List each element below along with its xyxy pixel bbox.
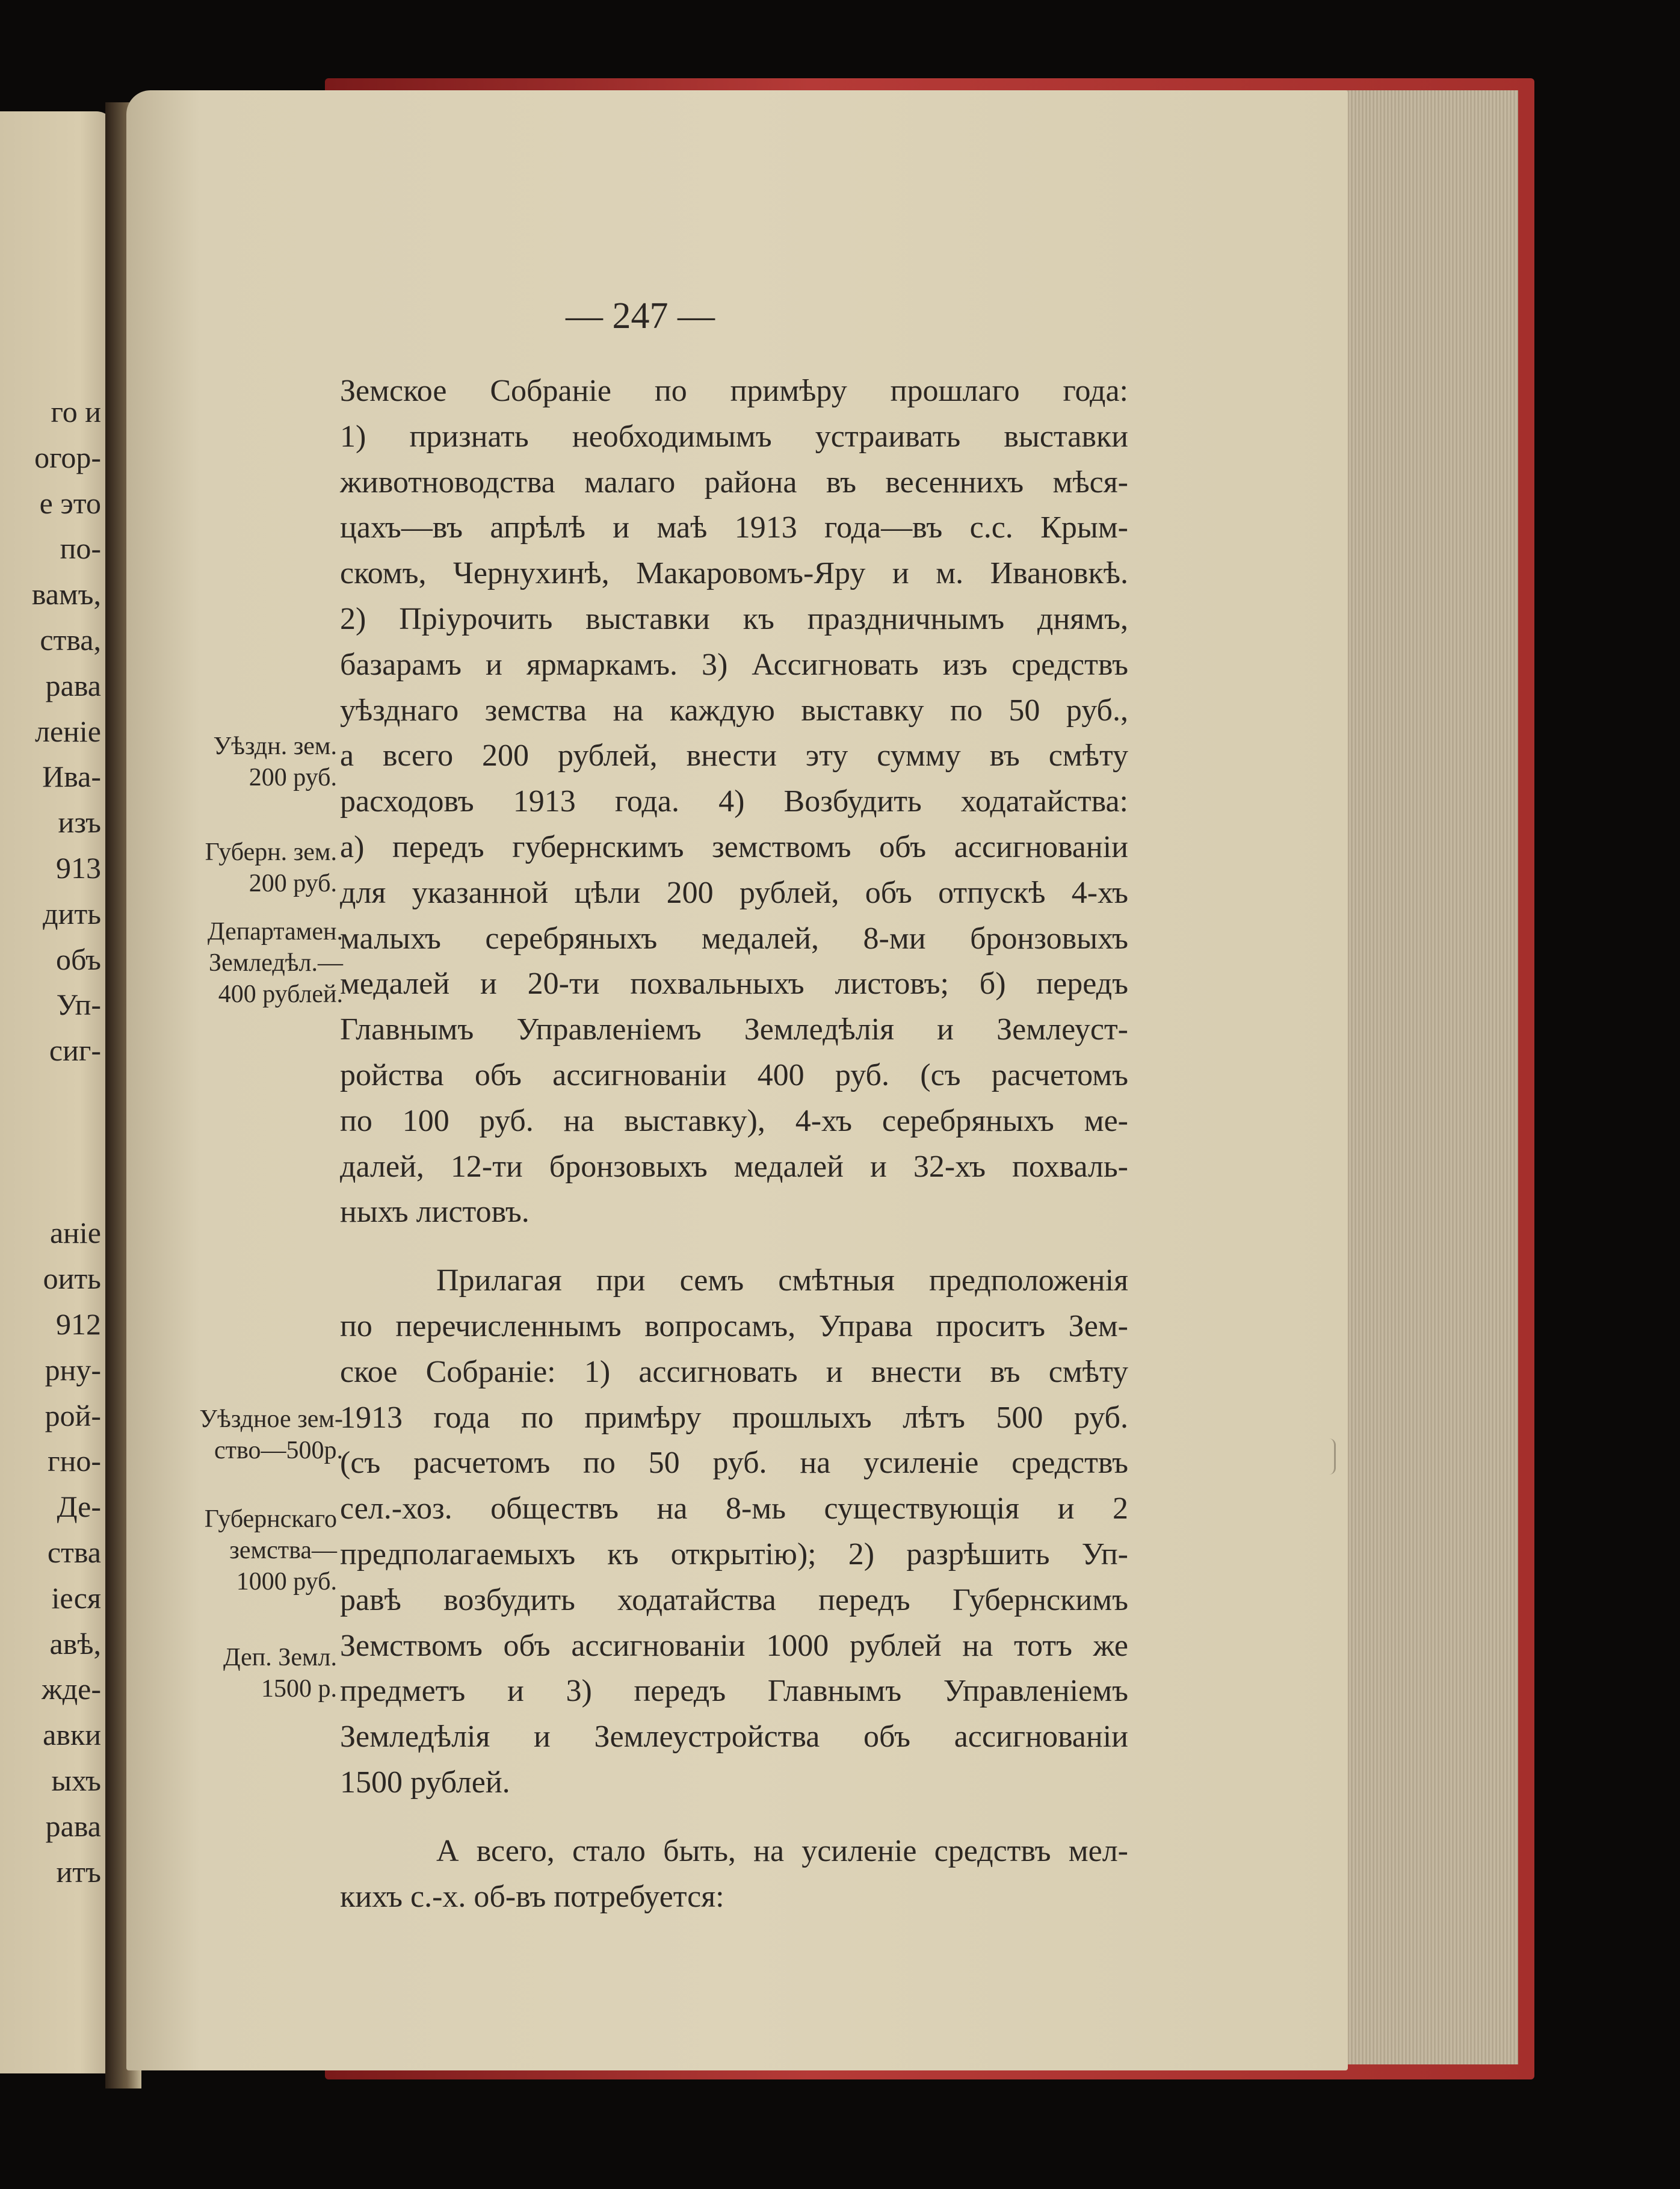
left-page-fragment: дить [43,896,101,930]
text-line: равѣ возбудить ходатайства передъ Губернскимъ [340,1582,1128,1617]
text-line: далей, 12-ти бронзовыхъ медалей и 32-хъ похваль- [340,1149,1128,1184]
left-page-fragment: рава [45,1809,101,1843]
text-line: Земствомъ объ ассигнованіи 1000 рублей на тотъ же [340,1628,1128,1663]
margin-note-2 [205,837,337,899]
text-line: а всего 200 рублей, внести эту сумму въ смѣту [340,738,1128,773]
text-line: для указанной цѣли 200 рублей, объ отпускѣ 4-хъ [340,875,1128,910]
text-line: 2) Пріурочить выставки къ праздничнымъ днямъ, [340,601,1128,636]
margin-note-line: 1000 руб. [236,1568,337,1596]
left-page-fragment: го и [51,395,101,429]
page-mark [1329,1438,1336,1475]
left-page-fragment: рну- [45,1352,101,1387]
left-page-fragment: сиг- [49,1033,101,1068]
left-page-fragment: леніе [35,714,101,748]
margin-note-line: Земледѣл.— [209,949,343,977]
body-text [340,368,1128,1919]
left-page-fragment: рой- [45,1398,101,1432]
left-page-fragment: ства [47,1535,101,1569]
margin-note-line: 200 руб. [249,870,337,897]
page-number: — 247 — [566,296,715,336]
left-page-fragment: итъ [56,1854,101,1889]
margin-note-5 [205,1503,337,1597]
text-line: по 100 руб. на выставку), 4-хъ серебряныхъ ме- [340,1103,1128,1138]
paragraph-gap [340,1235,1128,1258]
margin-note-line: 200 руб. [249,764,337,791]
left-page [0,111,114,2073]
text-line: ройства объ ассигнованіи 400 руб. (съ расчетомъ [340,1057,1128,1092]
margin-note-line: 1500 р. [261,1675,337,1703]
text-line: (съ расчетомъ по 50 руб. на усиленіе средствъ [340,1446,1128,1481]
text-line: базарамъ и ярмаркамъ. 3) Ассигновать изъ средствъ [340,647,1128,682]
margin-note-4 [199,1404,343,1466]
margin-note-line: земства— [229,1537,337,1564]
margin-note-line: Губерн. зем. [205,838,337,866]
left-page-fragment: оить [43,1262,101,1296]
left-page-fragment: Уп- [56,988,101,1022]
left-page-fragment: авѣ, [49,1626,101,1661]
text-line: 1913 года по примѣру прошлыхъ лѣтъ 500 руб. [340,1400,1128,1435]
text-line: расходовъ 1913 года. 4) Возбудить ходатайства: [340,784,1128,819]
text-line: предметъ и 3) передъ Главнымъ Управленіемъ [340,1674,1128,1709]
left-page-fragment: е это [39,486,101,520]
left-page-fragment: авки [43,1718,101,1752]
text-line: а) передъ губернскимъ земствомъ объ ассигнованіи [340,829,1128,864]
text-line: А всего, стало быть, на усиленіе средствъ мел- [436,1833,1128,1868]
text-line: ныхъ листовъ. [340,1195,530,1230]
margin-note-line: Губернскаго [204,1505,337,1533]
left-page-fragment: изъ [58,805,101,840]
text-line: Главнымъ Управленіемъ Земледѣлія и Землеуст- [340,1012,1128,1047]
left-page-fragment: ыхъ [51,1763,101,1797]
margin-note-6 [223,1642,337,1704]
left-page-fragment: 912 [56,1307,101,1341]
margin-note-line: Департамен. [207,918,343,946]
margin-note-1 [213,731,337,793]
left-page-fragment: гно- [48,1444,101,1478]
margin-note-line: Уѣздн. зем. [213,732,337,760]
left-page-fragment: 913 [56,851,101,885]
text-line: 1) признать необходимымъ устраивать выставки [340,419,1128,454]
text-line: Прилагая при семъ смѣтныя предположенія [436,1263,1128,1298]
margin-note-line: Деп. Земл. [223,1644,337,1671]
left-page-fragment: по- [60,531,101,566]
text-line: скомъ, Чернухинѣ, Макаровомъ-Яру и м. Ивановкѣ. [340,556,1128,591]
paragraph-gap [340,1806,1128,1828]
text-line: ское Собраніе: 1) ассигновать и внести въ смѣту [340,1354,1128,1389]
text-line: медалей и 20-ти похвальныхъ листовъ; б) передъ [340,967,1128,1002]
text-line: сел.-хоз. обществъ на 8-мь существующія и 2 [340,1491,1128,1526]
margin-note-line: Уѣздное зем- [199,1405,343,1433]
left-page-fragment: рава [45,668,101,702]
left-page-fragment: Де- [57,1490,101,1524]
text-line: по перечисленнымъ вопросамъ, Управа проситъ Зем- [340,1308,1128,1343]
margin-note-3 [208,916,343,1010]
text-line: малыхъ серебряныхъ медалей, 8-ми бронзовыхъ [340,921,1128,956]
margin-note-line: ство—500р. [214,1437,343,1464]
left-page-fragment: іеся [51,1581,101,1615]
text-line: Земледѣлія и Землеустройства объ ассигнованіи [340,1720,1128,1754]
text-line: предполагаемыхъ къ открытію); 2) разрѣшить Уп- [340,1537,1128,1571]
text-line: Земское Собраніе по примѣру прошлаго года: [340,374,1128,408]
text-line: уѣзднаго земства на каждую выставку по 50 руб., [340,693,1128,728]
left-page-fragment: вамъ, [31,577,101,611]
left-page-fragment: жде- [42,1672,101,1706]
text-line: кихъ с.-х. об-въ потребуется: [340,1879,724,1914]
left-page-fragment: Ива- [42,760,101,794]
text-line: животноводства малаго района въ весеннихъ мѣся- [340,465,1128,500]
left-page-fragment: объ [55,942,101,976]
margin-note-line: 400 рублей. [218,980,343,1008]
left-page-fragment: аніе [49,1216,101,1250]
text-line: 1500 рублей. [340,1765,510,1800]
text-line: цахъ—въ апрѣлѣ и маѣ 1913 года—въ с.с. Крым- [340,510,1128,545]
left-page-fragment: ства, [40,623,101,657]
left-page-fragment: огор- [34,440,101,474]
